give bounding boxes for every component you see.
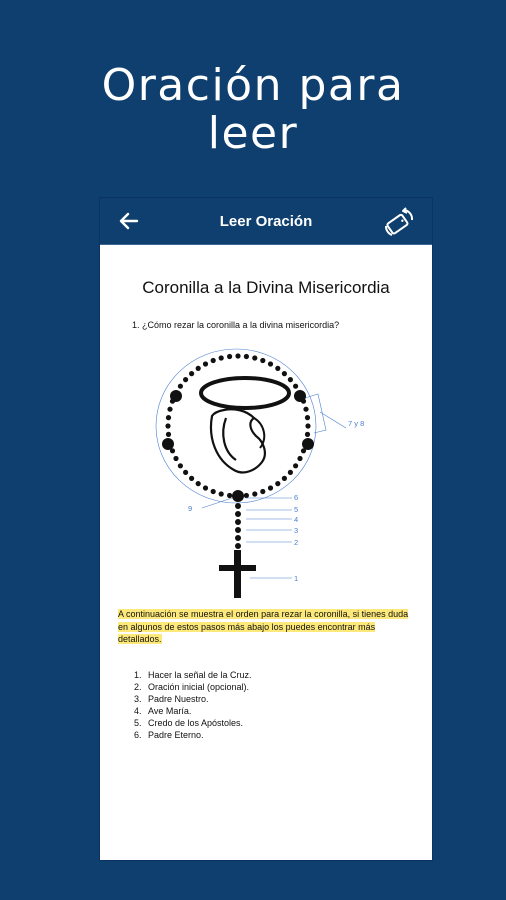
rosary-loop [162, 353, 314, 502]
bead [305, 423, 310, 428]
bead [252, 355, 257, 360]
document-title: Coronilla a la Divina Misericordia [142, 278, 390, 297]
list-item: 4. Ave María. [144, 705, 252, 717]
bead [268, 361, 273, 366]
bead [167, 407, 172, 412]
bead [189, 476, 194, 481]
label-2: 2 [294, 538, 299, 547]
promo-title-line-1: Oración para [101, 60, 405, 111]
steps-list [118, 669, 252, 741]
bead [293, 384, 298, 389]
bead [297, 456, 302, 461]
bead [282, 371, 287, 376]
bead [211, 489, 216, 494]
label-9: 9 [188, 504, 193, 513]
question-text: 1. ¿Cómo rezar la coronilla a la divina misericordia? [132, 320, 340, 330]
stem-bead [235, 519, 241, 525]
stem-bead [235, 543, 241, 549]
bead [268, 485, 273, 490]
bead [305, 432, 310, 437]
list-item: 3. Padre Nuestro. [144, 693, 252, 705]
bead [275, 366, 280, 371]
bead [178, 463, 183, 468]
label-3: 3 [294, 526, 299, 535]
bead [203, 485, 208, 490]
large-bead [302, 438, 314, 450]
bead [183, 377, 188, 382]
bead [166, 432, 171, 437]
label-5: 5 [294, 505, 299, 514]
list-item: 1. Hacer la señal de la Cruz. [144, 669, 252, 681]
bead [252, 491, 257, 496]
bead [219, 491, 224, 496]
label-1: 1 [294, 574, 299, 583]
stem-bead [235, 503, 241, 509]
bead [189, 371, 194, 376]
back-button[interactable] [116, 208, 142, 234]
halo-shape [201, 378, 289, 408]
cross-shape [219, 550, 256, 598]
bead [166, 415, 171, 420]
bead [196, 481, 201, 486]
bead [211, 358, 216, 363]
rosary-diagram [150, 338, 430, 600]
arrow-left-icon [116, 208, 142, 234]
bead [183, 470, 188, 475]
promo-title [0, 62, 506, 158]
bead [260, 489, 265, 494]
bead [288, 377, 293, 382]
bead [275, 481, 280, 486]
annotation-outline [156, 349, 316, 503]
label-7y8: 7 y 8 [348, 419, 365, 428]
bead [293, 463, 298, 468]
bead [178, 384, 183, 389]
large-bead [294, 390, 306, 402]
bead [244, 354, 249, 359]
bead [235, 353, 240, 358]
large-bead [162, 438, 174, 450]
instruction-paragraph [118, 608, 414, 646]
highlighted-text: A continuación se muestra el orden para rezar la coronilla, si tienes duda en algunos de estos pasos más abajo los puedes encontrar más detallados. [118, 609, 409, 644]
stem-bead [235, 511, 241, 517]
bead [260, 358, 265, 363]
rosary-stem [235, 503, 241, 549]
stem-bead [235, 535, 241, 541]
bead [165, 423, 170, 428]
phone-screen [100, 198, 432, 860]
bead [227, 493, 232, 498]
bead [282, 476, 287, 481]
list-item: 6. Padre Eterno. [144, 729, 252, 741]
bead [303, 407, 308, 412]
large-bead [232, 490, 244, 502]
list-item: 2. Oración inicial (opcional). [144, 681, 252, 693]
app-bar [100, 198, 432, 245]
bead [203, 361, 208, 366]
label-4: 4 [294, 515, 299, 524]
list-item: 5. Credo de los Apóstoles. [144, 717, 252, 729]
bead [244, 493, 249, 498]
bead [305, 415, 310, 420]
bead [219, 355, 224, 360]
large-bead [170, 390, 182, 402]
label-6: 6 [294, 493, 299, 502]
bead [288, 470, 293, 475]
bead [196, 366, 201, 371]
stem-bead [235, 527, 241, 533]
screen-rotate-icon [382, 206, 416, 238]
screen-title: Leer Oración [219, 212, 313, 230]
bead [173, 456, 178, 461]
rotate-screen-button[interactable] [382, 206, 416, 238]
promo-title-line-2: leer [207, 108, 299, 159]
bead [227, 354, 232, 359]
